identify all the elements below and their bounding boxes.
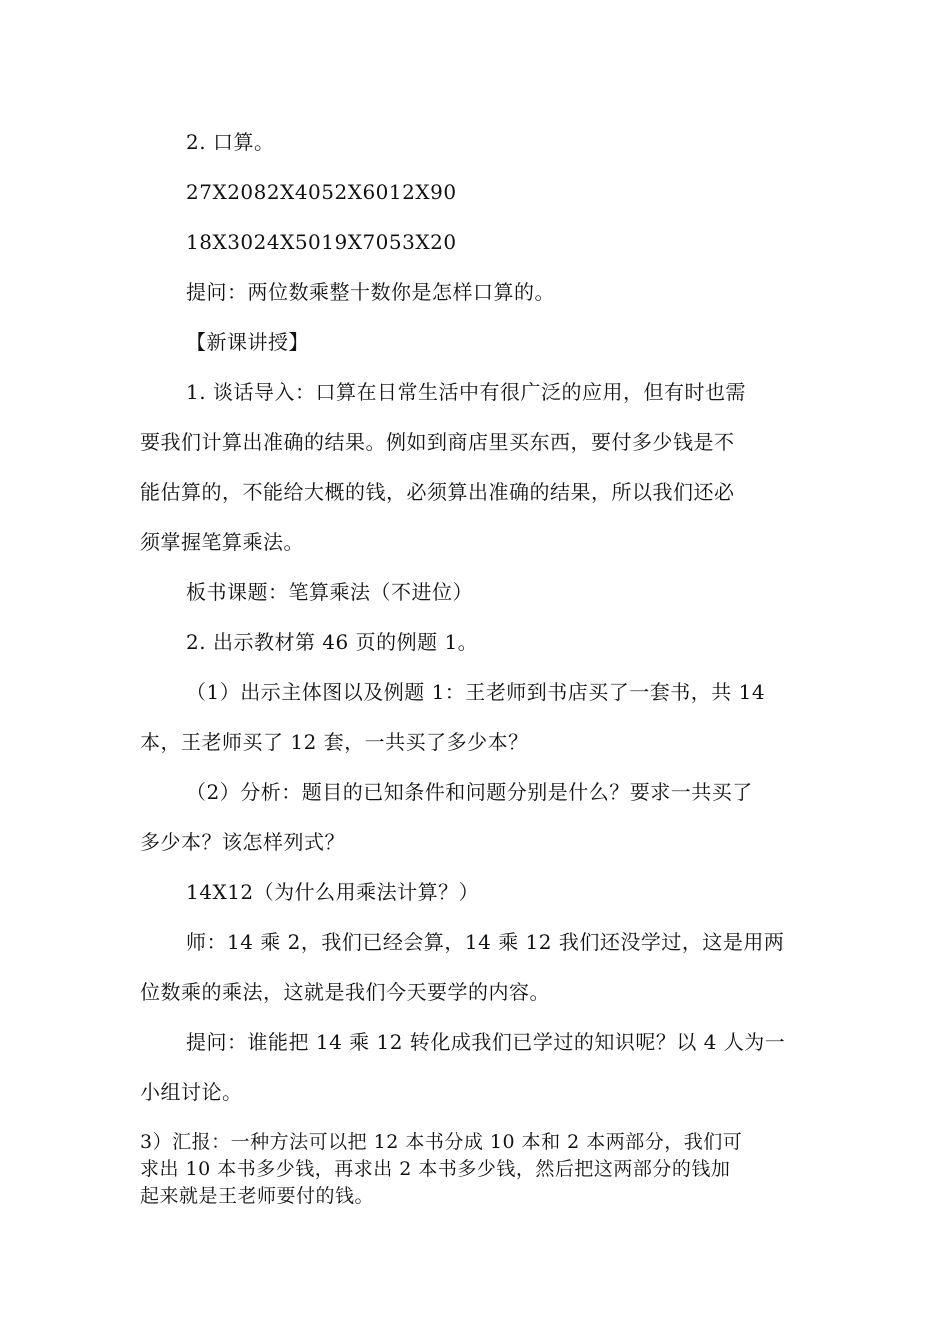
question-text: 提问：两位数乘整十数你是怎样口算的。 [186, 280, 555, 304]
paragraph-line: （2）分析：题目的已知条件和问题分别是什么？要求一共买了 [186, 780, 753, 804]
calc-row-2: 18X3024X5019X7053X20 [186, 230, 457, 254]
paragraph-line: 须掌握笔算乘法。 [140, 530, 304, 554]
paragraph-line: 要我们计算出准确的结果。例如到商店里买东西，要付多少钱是不 [140, 430, 735, 454]
board-title: 板书课题：笔算乘法（不进位） [186, 580, 473, 604]
report-line: 求出 10 本书多少钱，再求出 2 本书多少钱，然后把这两部分的钱加 [140, 1158, 731, 1180]
paragraph-line: 1. 谈话导入：口算在日常生活中有很广泛的应用，但有时也需 [186, 380, 746, 404]
calc-row-1: 27X2082X4052X6012X90 [186, 180, 457, 204]
section-heading-new-lesson: 【新课讲授】 [186, 330, 309, 354]
paragraph-line: 提问：谁能把 14 乘 12 转化成我们已学过的知识呢？以 4 人为一 [186, 1030, 786, 1054]
paragraph-line: 本，王老师买了 12 套，一共买了多少本？ [140, 730, 529, 754]
paragraph-line: 位数乘的乘法，这就是我们今天要学的内容。 [140, 980, 550, 1004]
formula-line: 14X12（为什么用乘法计算？） [186, 880, 480, 904]
paragraph-line: 2. 出示教材第 46 页的例题 1。 [186, 630, 479, 654]
report-line: 3）汇报：一种方法可以把 12 本书分成 10 本和 2 本两部分，我们可 [140, 1131, 743, 1153]
paragraph-line: 多少本？该怎样列式？ [140, 830, 345, 854]
section-heading-oral-calc: 2. 口算。 [186, 130, 275, 154]
paragraph-line: 师：14 乘 2，我们已经会算，14 乘 12 我们还没学过，这是用两 [186, 930, 785, 954]
paragraph-line: （1）出示主体图以及例题 1：王老师到书店买了一套书，共 14 [186, 680, 766, 704]
report-line: 起来就是王老师要付的钱。 [140, 1185, 375, 1207]
paragraph-line: 能估算的，不能给大概的钱，必须算出准确的结果，所以我们还必 [140, 480, 735, 504]
paragraph-line: 小组讨论。 [140, 1080, 243, 1104]
